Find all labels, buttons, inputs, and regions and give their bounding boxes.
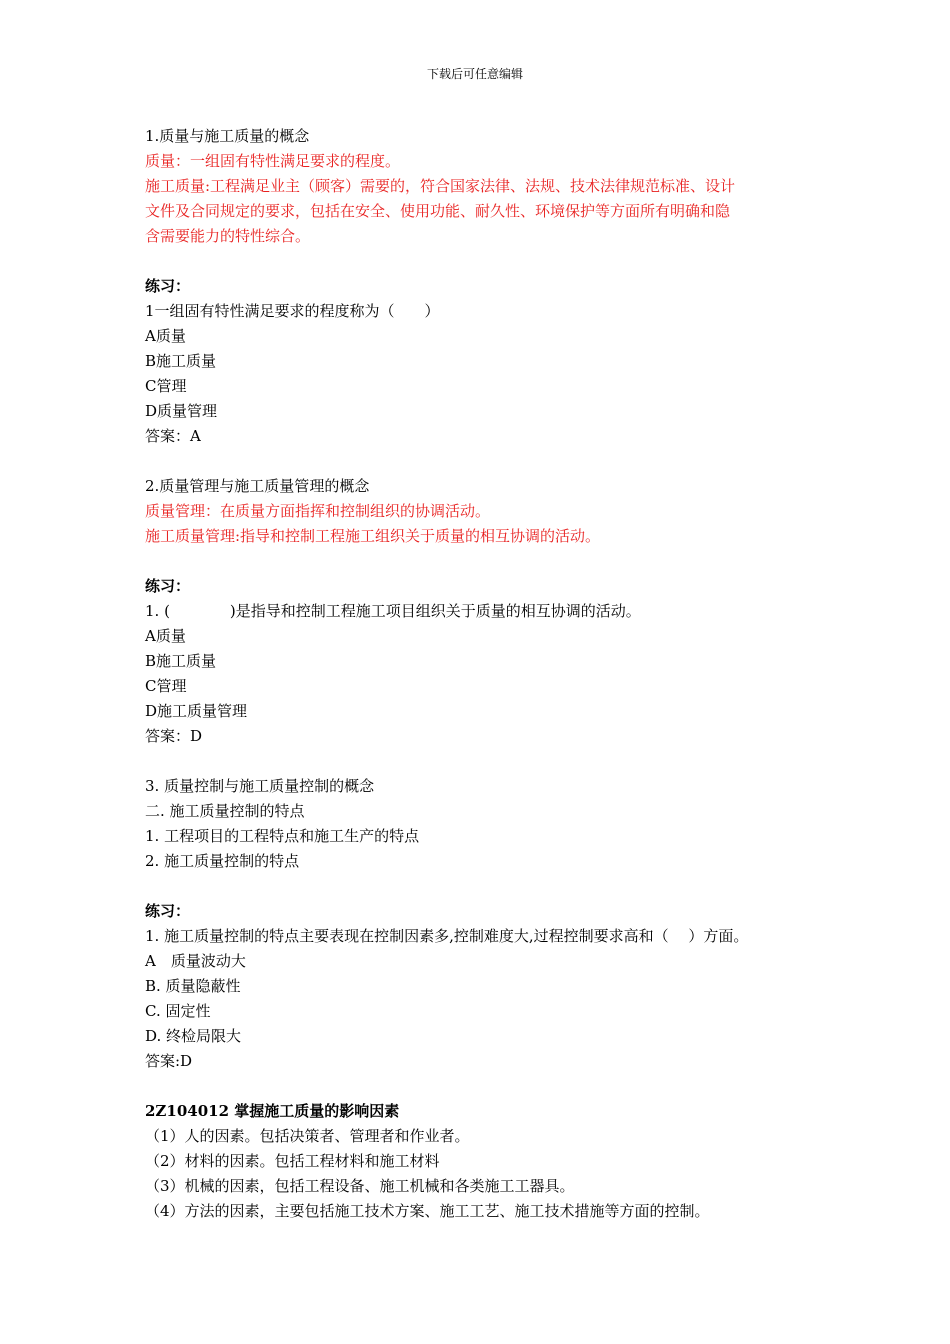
- quality-definition: 质量：一组固有特性满足要求的程度。: [145, 152, 401, 170]
- section-3-title: 3. 质量控制与施工质量控制的概念: [145, 777, 375, 795]
- practice-1-option-a: A质量: [145, 327, 186, 345]
- construction-quality-management-definition: 施工质量管理:指导和控制工程施工组织关于质量的相互协调的活动。: [145, 527, 601, 545]
- section-1-title: 1.质量与施工质量的概念: [145, 127, 310, 145]
- page-header: 下载后可任意编辑: [426, 67, 523, 81]
- practice-2-option-a: A质量: [145, 627, 186, 645]
- practice-3-option-c: C. 固定性: [145, 1002, 211, 1020]
- characteristics-item-2: 2. 施工质量控制的特点: [145, 852, 300, 870]
- factor-item-2: （2）材料的因素。包括工程材料和施工材料: [145, 1152, 440, 1170]
- factor-item-1: （1）人的因素。包括决策者、管理者和作业者。: [145, 1127, 470, 1145]
- practice-1-answer: 答案：A: [145, 427, 201, 445]
- practice-1-option-c: C管理: [145, 377, 187, 395]
- practice-3-heading: 练习：: [145, 902, 191, 920]
- factor-item-3: （3）机械的因素，包括工程设备、施工机械和各类施工工器具。: [145, 1177, 575, 1195]
- section-characteristics-title: 二. 施工质量控制的特点: [145, 802, 305, 820]
- practice-2-option-c: C管理: [145, 677, 187, 695]
- practice-1-heading: 练习：: [145, 277, 191, 295]
- section-2-title: 2.质量管理与施工质量管理的概念: [145, 477, 370, 495]
- practice-1-question: 1一组固有特性满足要求的程度称为（ ）: [145, 302, 440, 320]
- characteristics-item-1: 1. 工程项目的工程特点和施工生产的特点: [145, 827, 420, 845]
- practice-3-answer: 答案:D: [145, 1052, 193, 1070]
- document-body: [145, 124, 825, 1224]
- practice-2-option-d: D施工质量管理: [145, 702, 248, 720]
- construction-quality-definition-line-3: 含需要能力的特性综合。: [145, 227, 311, 245]
- practice-3-question: 1. 施工质量控制的特点主要表现在控制因素多,控制难度大,过程控制要求高和（ ）方面。: [145, 927, 749, 945]
- practice-2-question: 1. ( )是指导和控制工程施工项目组织关于质量的相互协调的活动。: [145, 602, 641, 620]
- practice-3-option-d: D. 终检局限大: [145, 1027, 242, 1045]
- practice-2-answer: 答案：D: [145, 727, 203, 745]
- practice-1-option-b: B施工质量: [145, 352, 217, 370]
- practice-3-option-b: B. 质量隐蔽性: [145, 977, 241, 995]
- practice-3-option-a: A 质量波动大: [145, 952, 246, 970]
- practice-1-option-d: D质量管理: [145, 402, 218, 420]
- construction-quality-definition-line-2: 文件及合同规定的要求，包括在安全、使用功能、耐久性、环境保护等方面所有明确和隐: [145, 202, 731, 220]
- practice-2-option-b: B施工质量: [145, 652, 217, 670]
- section-4-title: 2Z104012 掌握施工质量的影响因素: [145, 1102, 400, 1120]
- construction-quality-definition-line-1: 施工质量:工程满足业主（顾客）需要的，符合国家法律、法规、技术法律规范标准、设计: [145, 177, 736, 195]
- quality-management-definition: 质量管理：在质量方面指挥和控制组织的协调活动。: [145, 502, 491, 520]
- factor-item-4: （4）方法的因素，主要包括施工技术方案、施工工艺、施工技术措施等方面的控制。: [145, 1202, 710, 1220]
- practice-2-heading: 练习：: [145, 577, 191, 595]
